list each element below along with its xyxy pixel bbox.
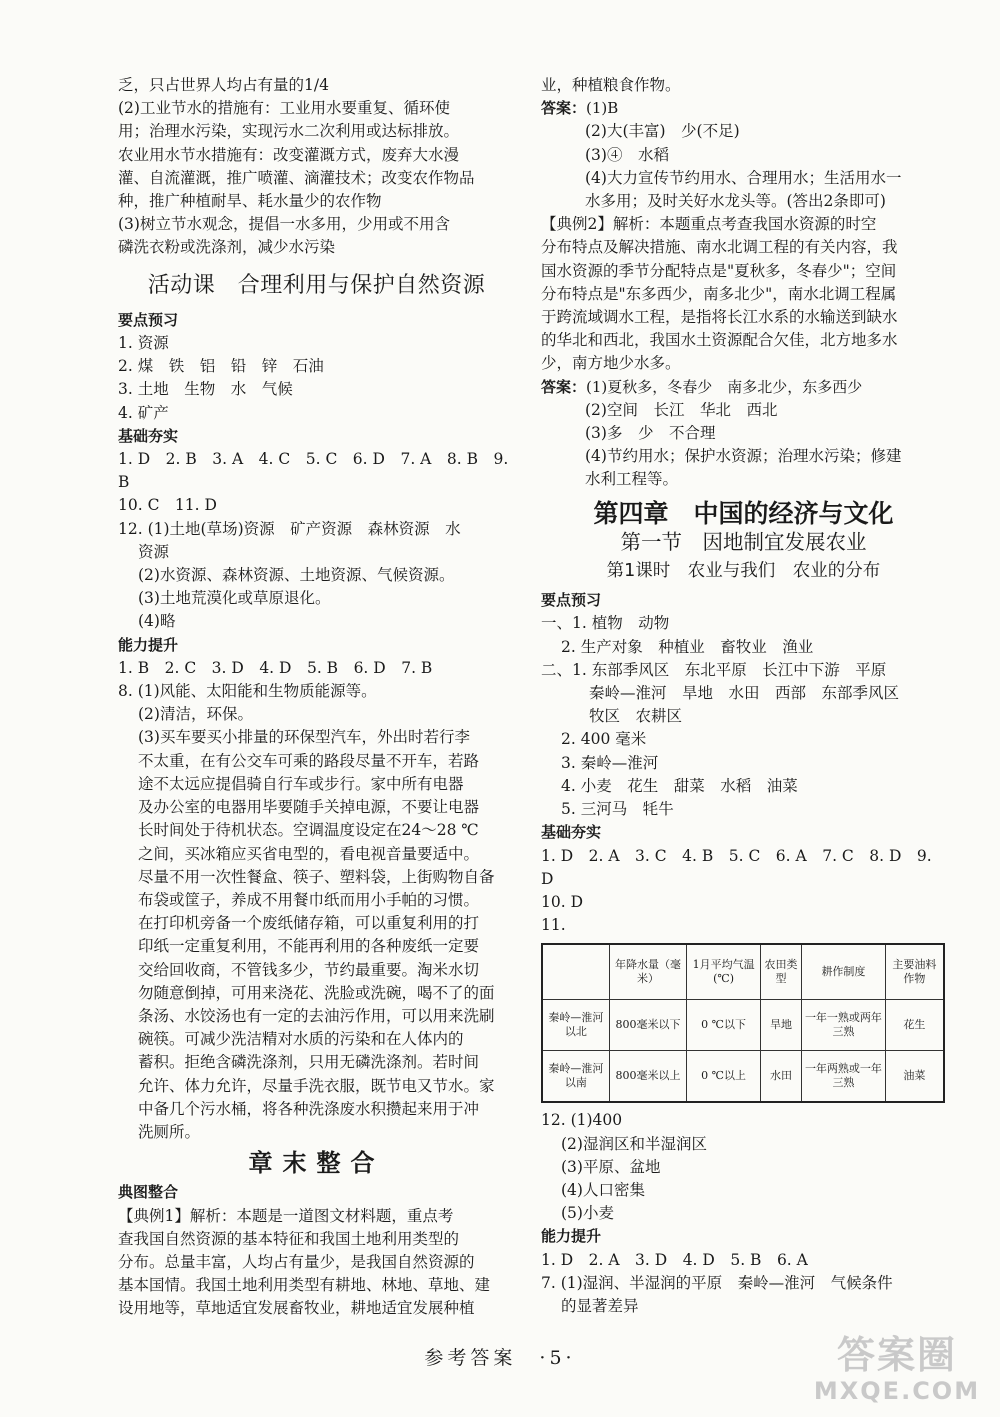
table-cell: 800毫米以下 (609, 1000, 687, 1051)
table-row (542, 1051, 944, 1103)
text-line: (3)树立节水观念，提倡一水多用，少用或不用含 (118, 215, 450, 234)
table-cell: 花生 (885, 1000, 944, 1051)
basic-heading: 基础夯实 (118, 426, 179, 445)
text-line: 1. 资源 (118, 334, 169, 353)
text-line: 7. (1)湿润、半湿润的平原 秦岭—淮河 气候条件 (541, 1273, 893, 1292)
answer-label (541, 97, 946, 120)
text-line: (3)买车要买小排量的环保型汽车，外出时若行李 (138, 728, 470, 747)
text-line: 分布特点及解决措施、南水北调工程的有关内容，我 (541, 238, 898, 257)
text-line: 的显著差异 (561, 1296, 639, 1315)
agriculture-comparison-table (541, 943, 945, 1103)
table-header-cell: 主要油料作物 (885, 944, 944, 1000)
text-line: 水利工程等。 (585, 470, 679, 489)
text-line: (3)平原、盆地 (561, 1157, 661, 1176)
text-line: 少，南方地少水多。 (541, 354, 681, 373)
watermark-logo (802, 1333, 992, 1411)
text-line: 勿随意倒掉，可用来浇花、洗脸或洗碗，喝不了的面 (138, 983, 495, 1002)
table-cell: 油菜 (885, 1051, 944, 1103)
basic-heading: 基础夯实 (541, 823, 602, 842)
text-line: 印纸一定重复利用，不能再利用的各种废纸一定要 (138, 937, 480, 956)
text-line: 【典例1】解析：本题是一道图文材料题，重点考 (118, 1206, 454, 1225)
text-line: 设用地等，草地适宜发展畜牧业，耕地适宜发展种植 (118, 1299, 475, 1318)
table-cell: 800毫米以上 (609, 1051, 687, 1103)
text-line: 1. B 2. C 3. D 4. D 5. B 6. D 7. B (118, 658, 433, 677)
text-line: (2)工业节水的措施有：工业用水要重复、循环使 (118, 99, 450, 118)
table-header-cell: 农田类型 (760, 944, 801, 1000)
text-line: 牧区 农耕区 (589, 707, 683, 726)
text-line: (4)略 (138, 612, 176, 631)
section-title: 第一节 因地制宜发展农业 (620, 529, 867, 554)
text-line: 水多用；及时关好水龙头等。(答出2条即可) (585, 192, 886, 211)
table-cell: 一年两熟或一年三熟 (802, 1051, 886, 1103)
text-line: 资源 (138, 542, 170, 561)
table-header-row (542, 944, 944, 1000)
text-line: 3. 土地 生物 水 气候 (118, 380, 293, 399)
text-line: 灌、自流灌溉，推广喷灌、滴灌技术；改变农作物品 (118, 168, 475, 187)
text-line: 业，种植粮食作物。 (541, 76, 681, 94)
text-line: 一、1. 植物 动物 (541, 614, 670, 633)
map-integration-heading: 典图整合 (118, 1183, 179, 1202)
preview-heading: 要点预习 (541, 591, 602, 610)
page-footer: 参考答案 ·5· (424, 1347, 576, 1369)
table-header-cell: 年降水量（毫米） (609, 944, 687, 1000)
text-line: 10. C 11. D (118, 496, 217, 515)
answer-label-text: 答案： (541, 377, 587, 396)
text-line: 11. (541, 916, 566, 935)
text-line: 10. D (541, 892, 584, 911)
text-line: 分布特点是"东多西少，南多北少"，南水北调工程属 (541, 284, 897, 303)
text-line: 1. D 2. B 3. A 4. C 5. C 6. D 7. A 8. B 9. B (118, 450, 514, 492)
text-line: 碗筷。可减少洗洁精对水质的污染和在人体内的 (138, 1030, 464, 1049)
text-line: 于跨流域调水工程，是指将长江水系的水输送到缺水 (541, 308, 898, 327)
text-line: 4. 小麦 花生 甜菜 水稻 油菜 (561, 776, 798, 795)
answer-label (541, 376, 946, 399)
text-line: 1. D 2. A 3. D 4. D 5. B 6. A (541, 1250, 808, 1269)
table-cell: 0 ℃以上 (687, 1051, 760, 1103)
text-line: (2)水资源、森林资源、土地资源、气候资源。 (138, 566, 455, 585)
text-line: 8. (1)风能、太阳能和生物质能源等。 (118, 682, 377, 701)
table-cell: 旱地 (760, 1000, 801, 1051)
text-line: 用；治理水污染，实现污水二次利用或达标排放。 (118, 122, 460, 141)
text-line: 12. (1)土地(草场)资源 矿产资源 森林资源 水 (118, 519, 461, 538)
text-line: 及办公室的电器用毕要随手关掉电源，不要让电器 (138, 798, 480, 817)
text-line: (3)土地荒漠化或草原退化。 (138, 589, 331, 608)
answer-item: (1)夏秋多，冬春少 南多北少，东多西少 (586, 377, 863, 396)
text-line: 在打印机旁备一个废纸储存箱，可以重复利用的打 (138, 914, 480, 933)
chapter-title: 第四章 中国的经济与文化 (593, 498, 894, 528)
text-line: 磷洗衣粉或洗涤剂，减少水污染 (118, 238, 336, 257)
table-cell: 水田 (760, 1051, 801, 1103)
text-line: 的华北和西北，我国水土资源配合欠佳，北方地多水 (541, 331, 898, 350)
text-line: 分布。总量丰富，人均占有量少，是我国自然资源的 (118, 1252, 475, 1271)
text-line: 5. 三河马 牦牛 (561, 800, 674, 819)
preview-heading: 要点预习 (118, 310, 179, 329)
text-line: (3)④ 水稻 (585, 145, 669, 164)
answer-label-text: 答案： (541, 99, 587, 118)
table-header-cell (542, 944, 609, 1000)
text-line: 农业用水节水措施有：改变灌溉方式，废弃大水漫 (118, 145, 460, 164)
chapter-summary-title: 章末整合 (248, 1149, 385, 1178)
text-line: 不太重，在有公交车可乘的路段尽量不开车，若路 (138, 751, 480, 770)
text-line: (2)空间 长江 华北 西北 (585, 400, 778, 419)
text-line: 12. (1)400 (541, 1111, 623, 1130)
text-line: 二、1. 东部季风区 东北平原 长江中下游 平原 (541, 660, 887, 679)
table-row (542, 1000, 944, 1051)
text-line: (4)节约用水；保护水资源；治理水污染；修建 (585, 447, 902, 466)
ability-heading: 能力提升 (118, 635, 179, 654)
text-line: 查我国自然资源的基本特征和我国土地利用类型的 (118, 1229, 460, 1248)
text-line: 途不太远应提倡骑自行车或步行。家中所有电器 (138, 774, 464, 793)
text-line: (5)小麦 (561, 1204, 614, 1223)
text-line: 洗厕所。 (138, 1122, 201, 1141)
text-line: 秦岭—淮河 旱地 水田 西部 东部季风区 (589, 684, 900, 703)
table-cell: 秦岭—淮河以南 (542, 1051, 609, 1103)
intro-block (118, 74, 515, 260)
answer-item: (1)B (586, 99, 619, 118)
text-line: 2. 生产对象 种植业 畜牧业 渔业 (561, 637, 814, 656)
text-line: 1. D 2. A 3. C 4. B 5. C 6. A 7. C 8. D 9. D (541, 846, 937, 888)
text-line: (2)大(丰富) 少(不足) (585, 122, 740, 141)
text-line: 国水资源的季节分配特点是"夏秋多，冬春少"；空间 (541, 261, 897, 280)
text-line: 4. 矿产 (118, 403, 169, 422)
text-line: 乏，只占世界人均占有量的1/4 (118, 76, 329, 94)
watermark-url: MXQE.COM (813, 1377, 981, 1405)
text-line: (4)大力宣传节约用水、合理用水；生活用水一 (585, 168, 902, 187)
text-line: 布袋或筐子，养成不用餐巾纸而用小手帕的习惯。 (138, 890, 480, 909)
text-line: 长时间处于待机状态。空调温度设定在24～28 ℃ (138, 821, 479, 840)
text-line: (4)人口密集 (561, 1180, 645, 1199)
text-line: 中备几个污水桶，将各种洗涤废水积攒起来用于冲 (138, 1099, 480, 1118)
table-cell: 一年一熟或两年三熟 (802, 1000, 886, 1051)
text-line: (3)多 少 不合理 (585, 424, 716, 443)
table-cell: 秦岭—淮河以北 (542, 1000, 609, 1051)
right-column (541, 74, 946, 1318)
text-line: 2. 煤 铁 铝 铅 锌 石油 (118, 357, 324, 376)
text-line: 交给回收商，不管钱多少，节约最重要。淘米水切 (138, 960, 480, 979)
text-line: (2)清洁，环保。 (138, 705, 253, 724)
text-line: 允许、体力允许，尽量手洗衣服，既节电又节水。家 (138, 1076, 495, 1095)
activity-title: 活动课 合理利用与保护自然资源 (147, 272, 486, 298)
text-line: 基本国情。我国土地利用类型有耕地、林地、草地、建 (118, 1276, 491, 1295)
text-line: 蓄积。拒绝含磷洗涤剂，只用无磷洗涤剂。若时间 (138, 1053, 480, 1072)
text-line: 尽量不用一次性餐盒、筷子、塑料袋，上街购物自备 (138, 867, 495, 886)
ability-heading: 能力提升 (541, 1227, 602, 1246)
watermark-text: 答案圈 (836, 1333, 957, 1377)
table-header-cell: 1月平均气温(℃) (687, 944, 760, 1000)
text-line: 种，推广种植耐旱、耗水量少的农作物 (118, 192, 382, 211)
left-column (118, 74, 515, 1321)
text-line: 2. 400 毫米 (561, 730, 647, 749)
lesson-title: 第1课时 农业与我们 农业的分布 (606, 561, 881, 582)
text-line: 之间，买冰箱应买省电型的，看电视音量要适中。 (138, 844, 480, 863)
text-line: 【典例2】解析：本题重点考查我国水资源的时空 (541, 215, 877, 234)
text-line: 条汤、水饺汤也有一定的去油污作用，可以用来洗刷 (138, 1006, 495, 1025)
text-line: (2)湿润区和半湿润区 (561, 1134, 707, 1153)
text-line: 3. 秦岭—淮河 (561, 753, 659, 772)
table-header-cell: 耕作制度 (802, 944, 886, 1000)
table-cell: 0 ℃以下 (687, 1000, 760, 1051)
